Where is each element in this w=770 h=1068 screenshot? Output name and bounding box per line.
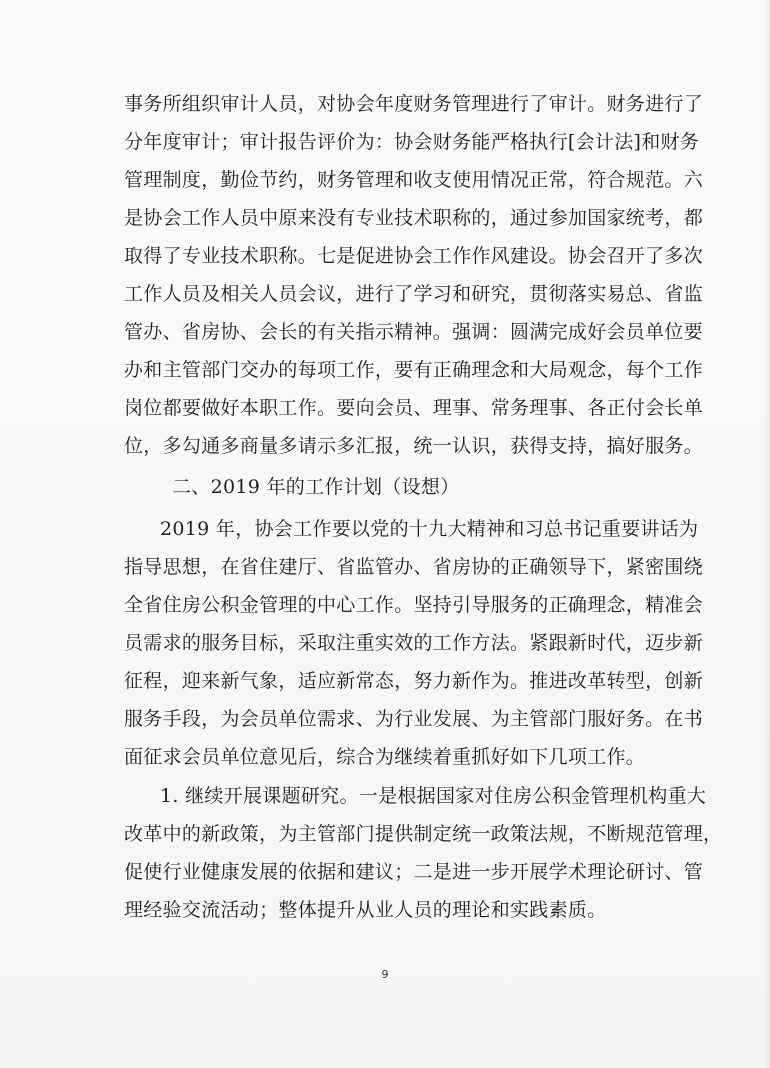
text-line: 位，多勾通多商量多请示多汇报，统一认识，获得支持，搞好服务。: [124, 435, 704, 457]
page-number: 9: [381, 968, 389, 981]
page-edge-shadow: [764, 0, 770, 1068]
text-line: 指导思想，在省住建厅、省监管办、省房协的正确领导下，紧密围绕: [124, 556, 704, 578]
text-line: 理经验交流活动；整体提升从业人员的理论和实践素质。: [124, 899, 607, 921]
text-line: 岗位都要做好本职工作。要向会员、理事、常务理事、各正付会长单: [124, 397, 704, 419]
text-line: 面征求会员单位意见后，综合为继续着重抓好如下几项工作。: [124, 746, 646, 768]
text-line: 1. 继续开展课题研究。一是根据国家对住房公积金管理机构重大: [160, 785, 707, 807]
text-line: 取得了专业技术职称。七是促进协会工作作风建设。协会召开了多次: [124, 245, 704, 267]
text-line: 管理制度，勤俭节约，财务管理和收支使用情况正常，符合规范。六: [124, 169, 704, 191]
text-line: 促使行业健康发展的依据和建议；二是进一步开展学术理论研讨、管: [124, 861, 704, 883]
text-line: 员需求的服务目标，采取注重实效的工作方法。紧跟新时代，迈步新: [124, 632, 704, 654]
text-line: 办和主管部门交办的每项工作，要有正确理念和大局观念，每个工作: [124, 359, 704, 381]
text-line: 分年度审计；审计报告评价为：协会财务能严格执行[会计法]和财务: [124, 131, 700, 153]
text-line: 管办、省房协、会长的有关指示精神。强调：圆满完成好会员单位要: [124, 321, 704, 343]
section-heading: 二、2019 年的工作计划（设想）: [172, 476, 460, 498]
text-line: 事务所组织审计人员，对协会年度财务管理进行了审计。财务进行了: [124, 93, 704, 115]
text-line: 是协会工作人员中原来没有专业技术职称的，通过参加国家统考，都: [124, 207, 704, 229]
text-line: 工作人员及相关人员会议，进行了学习和研究，贯彻落实易总、省监: [124, 283, 704, 305]
text-line: 征程，迎来新气象，适应新常态，努力新作为。推进改革转型，创新: [124, 670, 704, 692]
text-line: 改革中的新政策，为主管部门提供制定统一政策法规，不断规范管理，: [124, 823, 723, 845]
text-line: 2019 年，协会工作要以党的十九大精神和习总书记重要讲话为: [160, 518, 699, 540]
text-line: 全省住房公积金管理的中心工作。坚持引导服务的正确理念，精准会: [124, 594, 704, 616]
text-line: 服务手段，为会员单位需求、为行业发展、为主管部门服好务。在书: [124, 708, 704, 730]
